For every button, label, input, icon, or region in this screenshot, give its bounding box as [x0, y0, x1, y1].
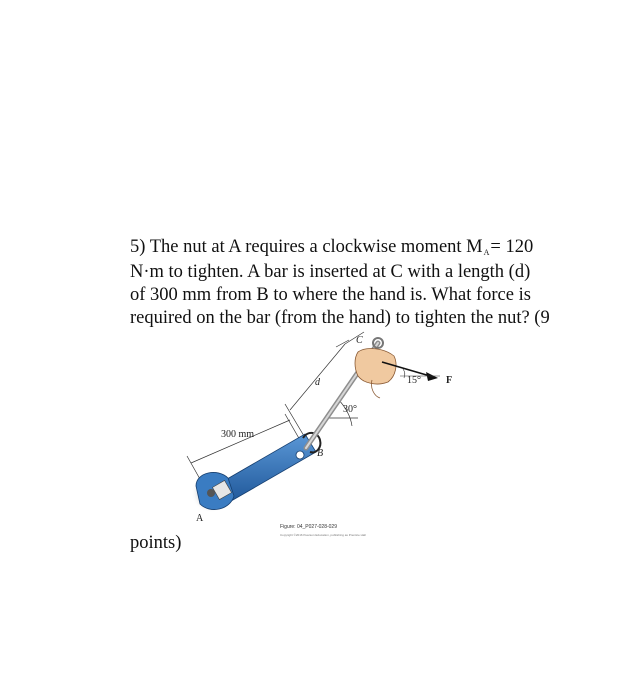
problem-line-1-end: = 120	[490, 237, 534, 257]
problem-line-3: of 300 mm from B to where the hand is. What force is	[130, 285, 531, 305]
label-300mm: 300 mm	[221, 429, 255, 440]
label-c: C	[356, 335, 363, 346]
problem-line-4: required on the bar (from the hand) to tighten the nut? (9	[130, 308, 550, 328]
problem-line-2: N·m to tighten. A bar is inserted at C with a length (d)	[130, 262, 531, 282]
hand	[355, 349, 396, 398]
label-angle-30: 30°	[343, 404, 357, 415]
points-text: points)	[130, 533, 182, 553]
subscript-a: A	[483, 248, 490, 257]
label-f: F	[446, 375, 453, 386]
label-a: A	[196, 513, 204, 524]
wrench	[196, 433, 320, 510]
label-angle-15: 15°	[407, 375, 421, 386]
label-b: B	[317, 448, 324, 459]
figure-caption: Figure: 04_P027-028-029	[280, 524, 337, 530]
problem-line-1-start: 5) The nut at A requires a clockwise moment M	[130, 237, 483, 257]
label-d: d	[315, 377, 320, 388]
figure-copyright: Copyright ©2016 Pearson Education, publishing as Prentice Hall	[280, 533, 366, 537]
